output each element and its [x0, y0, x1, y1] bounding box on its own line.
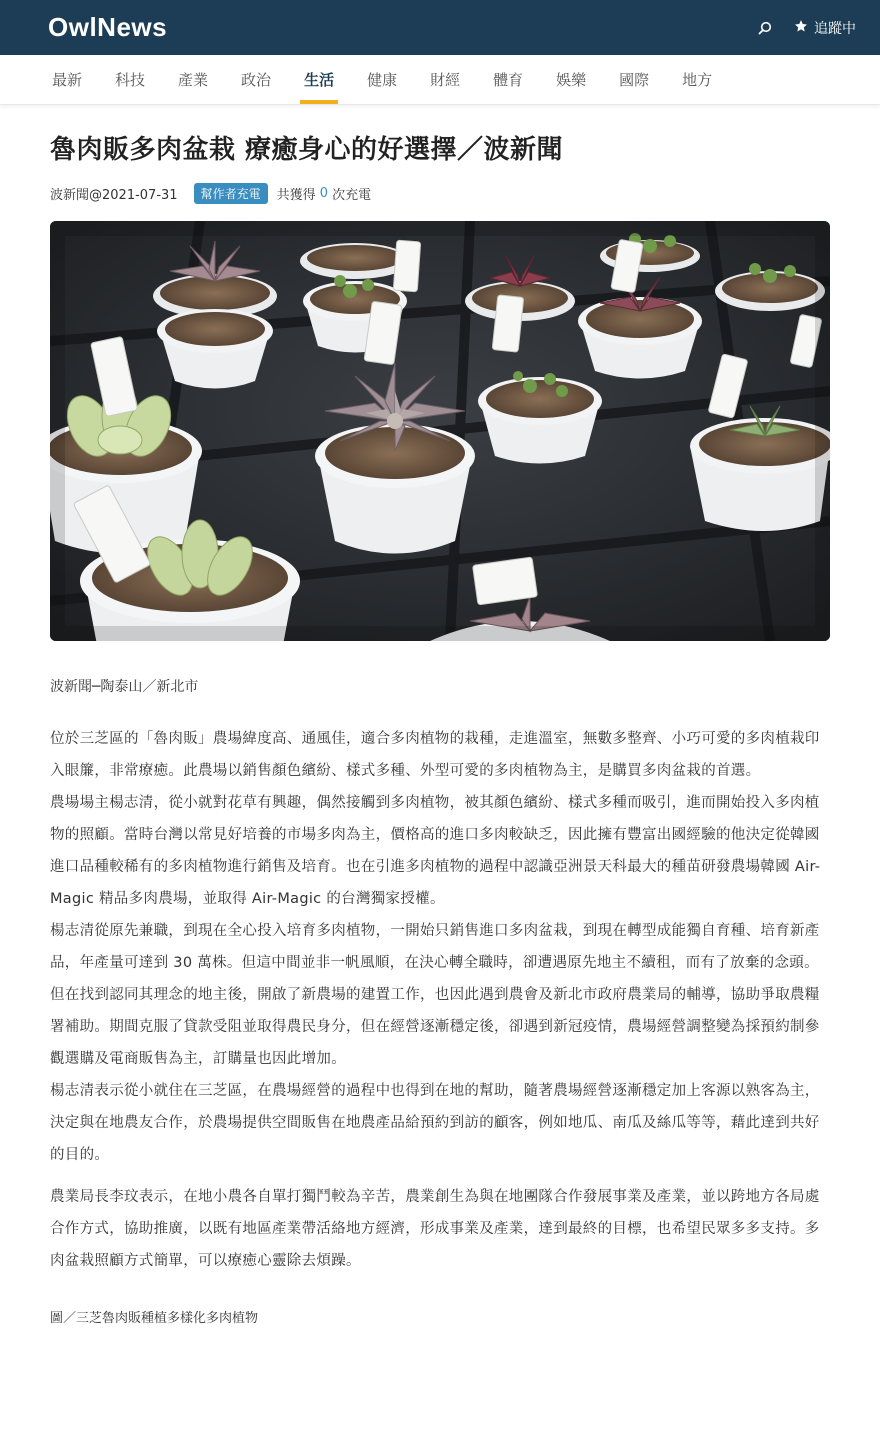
article — [0, 132, 880, 1326]
article-byline: 波新聞─陶泰山／新北市 — [50, 679, 199, 695]
article-meta — [50, 182, 830, 204]
paragraph-3: 楊志清從原先兼職，到現在全心投入培育多肉植物，一開始只銷售進口多肉盆栽，到現在轉型成能獨自育種、培育新產品，年產量可達到 30 萬株。但這中間並非一帆風順，在決心轉全職時，卻遭遇原先地主不續租，而有了放棄的念頭。但在找到認同其理念的地主後，開啟了新農場的建置工作，也因此遇到農會及新北市政府農業局的輔導，協助爭取農糧署補助。期間克服了貸款受阻並取得農民身分，但在經營逐漸穩定後，卻遇到新冠疫情，農場經營調整變為採預約制參觀選購及電商販售為主，訂購量也因此增加。 — [50, 923, 820, 1067]
nav-item-local[interactable]: 地方 — [682, 71, 713, 89]
search-icon[interactable] — [758, 21, 772, 35]
nav-item-international[interactable]: 國際 — [619, 71, 650, 89]
nav-item-finance[interactable]: 財經 — [430, 71, 461, 89]
paragraph-2: 農場場主楊志清，從小就對花草有興趣，偶然接觸到多肉植物，被其顏色繽紛、樣式多種而吸引，進而開始投入多肉植物的照顧。當時台灣以常見好培養的市場多肉為主，價格高的進口多肉較缺乏，因此擁有豐富出國經驗的他決定從韓國進口品種較稀有的多肉植物進行銷售及培育。也在引進多肉植物的過程中認識亞洲景天科最大的種苗研發農場韓國 Air-Magic 精品多肉農場，並取得 Air-Magic 的台灣獨家授權。 — [50, 795, 821, 907]
charge-suffix: 次充電 — [332, 187, 372, 203]
photo-caption: 圖／三芝魯肉販種植多樣化多肉植物 — [50, 1311, 259, 1326]
follow-button[interactable] — [794, 18, 856, 38]
nav-item-entertainment[interactable]: 娛樂 — [556, 71, 587, 89]
article-photo — [50, 221, 830, 641]
charge-count: 0 — [319, 185, 329, 201]
nav-item-sports[interactable]: 體育 — [493, 71, 524, 89]
site-logo[interactable]: OwlNews — [48, 12, 168, 42]
source-date: 波新聞@2021-07-31 — [50, 187, 178, 203]
article-title: 魯肉販多肉盆栽 療癒身心的好選擇／波新聞 — [50, 135, 564, 165]
top-actions — [758, 18, 856, 38]
succulent-photo-illustration — [50, 221, 830, 641]
nav-item-life[interactable]: 生活 — [304, 55, 334, 104]
star-icon — [794, 19, 808, 37]
paragraph-4: 楊志清表示從小就住在三芝區，在農場經營的過程中也得到在地的幫助，隨著農場經營逐漸穩定加上客源以熟客為主，決定與在地農友合作，於農場提供空間販售在地農產品給預約到訪的顧客，例如地瓜、南瓜及絲瓜等等，藉此達到共好的目的。 — [50, 1083, 820, 1163]
paragraph-5: 農業局長李玟表示，在地小農各自單打獨鬥較為辛苦，農業創生為與在地團隊合作發展事業及產業，並以跨地方各局處合作方式，協助推廣，以既有地區產業帶活絡地方經濟，形成事業及產業，達到最終的目標，也希望民眾多多支持。多肉盆栽照顧方式簡單，可以療癒心靈除去煩躁。 — [50, 1189, 820, 1269]
follow-label: 追蹤中 — [814, 20, 856, 37]
charge-prefix: 共獲得 — [276, 187, 316, 203]
article-body — [50, 723, 830, 1277]
nav-item-tech[interactable]: 科技 — [115, 71, 146, 89]
nav-item-health[interactable]: 健康 — [367, 71, 398, 89]
nav-item-industry[interactable]: 產業 — [178, 71, 209, 89]
paragraph-1: 位於三芝區的「魯肉販」農場緯度高、通風佳，適合多肉植物的栽種，走進溫室，無數多整齊、小巧可愛的多肉植栽印入眼簾，非常療癒。此農場以銷售顏色繽紛、樣式多種、外型可愛的多肉植物為主，是購買多肉盆栽的首選。 — [50, 731, 820, 779]
top-bar — [0, 0, 880, 55]
nav-item-latest[interactable]: 最新 — [52, 71, 83, 89]
nav-item-politics[interactable]: 政治 — [241, 71, 272, 89]
category-nav — [0, 55, 880, 105]
charge-author-button[interactable]: 幫作者充電 — [194, 183, 268, 204]
